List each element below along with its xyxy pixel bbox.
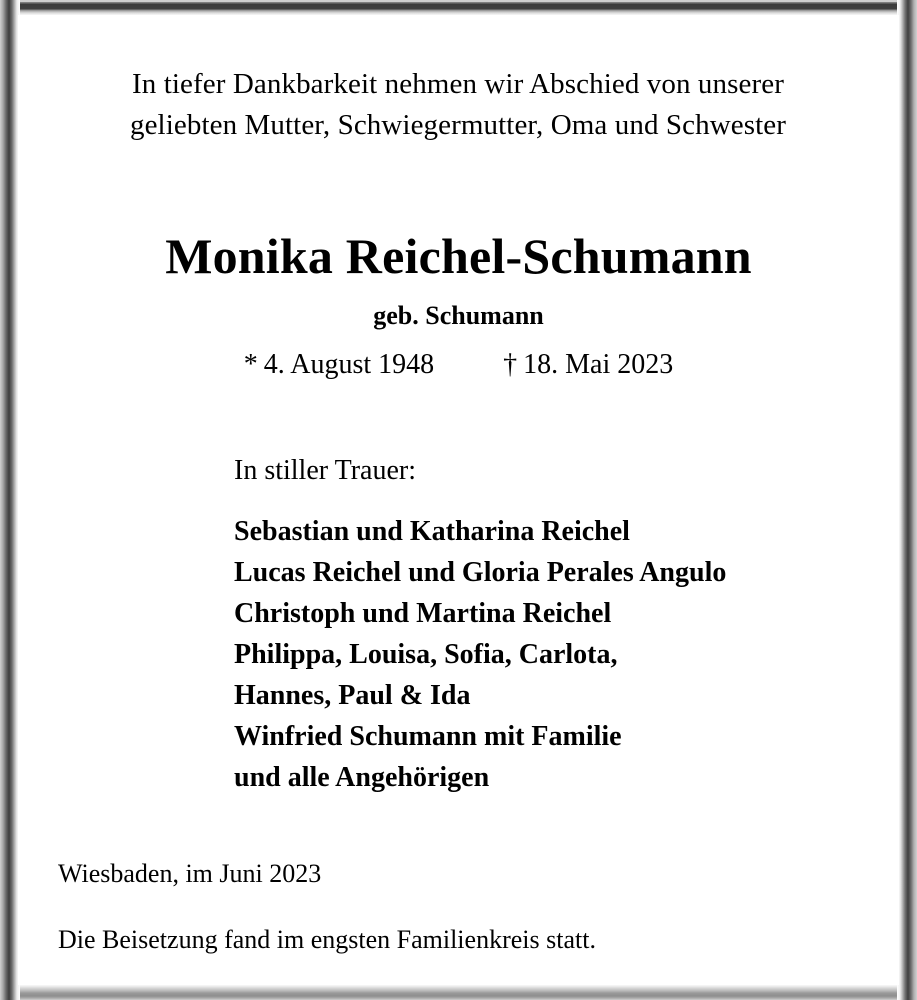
death-date-group: [503, 347, 673, 383]
intro-text: [58, 64, 858, 146]
list-item: Christoph und Martina Reichel: [234, 598, 612, 629]
intro-line-2: geliebten Mutter, Schwiegermutter, Oma und Schwester: [129, 109, 786, 141]
death-date-value: 18. Mai 2023: [523, 349, 674, 380]
list-item: Philippa, Louisa, Sofia, Carlota,: [234, 639, 618, 670]
list-item: Lucas Reichel und Gloria Perales Angulo: [234, 557, 727, 588]
place-and-date: Wiesbaden, im Juni 2023: [58, 859, 322, 888]
mourning-heading: In stiller Trauer:: [234, 455, 416, 486]
frame-border-bottom: [0, 984, 917, 1000]
list-item: Hannes, Paul & Ida: [234, 680, 471, 711]
frame-border-top: [0, 0, 917, 16]
funeral-note: Die Beisetzung fand im engsten Familienkreis statt.: [58, 925, 596, 954]
deceased-name: Monika Reichel-Schumann: [165, 228, 752, 284]
death-cross-icon: †: [503, 349, 518, 380]
mourner-list: [234, 511, 874, 798]
list-item: Winfried Schumann mit Familie: [234, 721, 622, 752]
notice-card: [18, 15, 899, 985]
mourners-section: [234, 453, 874, 798]
birth-star-icon: *: [243, 349, 258, 380]
birth-date-value: 4. August 1948: [263, 349, 435, 380]
life-dates: [18, 347, 899, 383]
birth-date-group: [244, 347, 434, 383]
list-item: Sebastian und Katharina Reichel: [234, 516, 630, 547]
intro-line-1: In tiefer Dankbarkeit nehmen wir Abschied von unserer: [132, 68, 784, 100]
frame-border-right: [897, 0, 917, 1000]
frame-border-left: [0, 0, 20, 1000]
list-item: und alle Angehörigen: [234, 762, 490, 793]
maiden-name: geb. Schumann: [373, 301, 544, 330]
